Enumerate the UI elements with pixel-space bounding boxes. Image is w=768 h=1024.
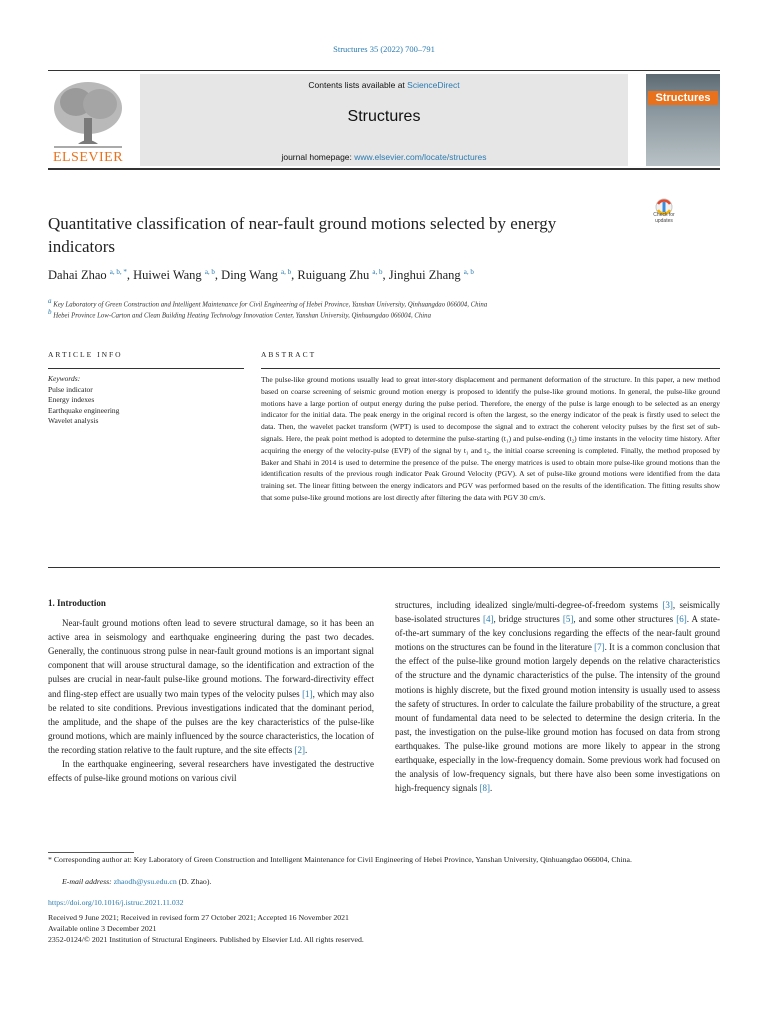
homepage-line <box>140 152 628 162</box>
author-affiliation-marks[interactable]: a, b <box>281 268 292 276</box>
online-date: Available online 3 December 2021 <box>48 924 157 933</box>
journal-homepage-link[interactable]: www.elsevier.com/locate/structures <box>354 152 487 162</box>
paragraph-text: . <box>489 783 493 794</box>
citation-link[interactable]: [7] <box>594 642 605 653</box>
keyword-item: Wavelet analysis <box>48 416 99 425</box>
citation-link[interactable]: [2] <box>294 744 305 755</box>
citation-link[interactable]: [5] <box>562 614 574 625</box>
paragraph-text: In the earthquake engineering, several researchers have investigated the destructive effects of pulse-like ground motions on various civil <box>48 759 374 784</box>
email-label: E-mail address: <box>62 877 114 886</box>
article-info-heading: ARTICLE INFO <box>48 350 123 359</box>
corresponding-author-note: * Corresponding author at: Key Laboratory of Green Construction and Intelligent Maintenance for Civil Engineering of Hebei Province, Yanshan University, Qinhuangdao 066004, China. <box>48 855 632 864</box>
contents-line <box>140 80 628 90</box>
affiliation-mark: a <box>48 297 52 305</box>
citation-link[interactable]: [4] <box>483 614 494 625</box>
keywords-label: Keywords: <box>48 374 81 383</box>
body-paragraph <box>48 616 374 757</box>
header-top-rule <box>48 70 720 71</box>
author-separator: , <box>291 268 298 283</box>
cover-title: Structures <box>648 91 718 105</box>
affiliation-b <box>48 308 728 319</box>
paragraph-text: Near-fault ground motions often lead to severe structural damage, so it has been an active area in seismology and earthquake engineering during the past two decades. Generally, the continuous strong pulse in near-fault ground motions is an important signal component that will arouse structural damage, so the identification and extraction of the pulses are crucial in near-fault pulse-like ground motions. The forward-directivity effect and fling-step effect are usually two main types of the velocity pulses <box>48 618 374 699</box>
author-separator: , <box>126 268 134 283</box>
keyword-item: Pulse indicator <box>48 384 93 394</box>
abstract-bottom-rule <box>48 567 720 568</box>
received-dates: Received 9 June 2021; Received in revised form 27 October 2021; Accepted 16 November 2021 <box>48 913 349 922</box>
body-paragraph <box>48 757 374 785</box>
author-name[interactable]: Ding Wang <box>221 268 278 283</box>
citation-link[interactable]: [1] <box>302 688 313 699</box>
paper-title: Quantitative classification of near-fault ground motions selected by energy indicators <box>48 214 557 256</box>
journal-name: Structures <box>347 108 421 125</box>
author-name[interactable]: Huiwei Wang <box>133 268 202 283</box>
email-suffix: (D. Zhao). <box>176 877 212 886</box>
author-affiliation-marks[interactable]: a, b <box>204 268 215 276</box>
keyword-item: Earthquake engineering <box>48 405 120 415</box>
paragraph-text: . A state-of-the-art summary of the key conclusions regarding the effects of the near-fault ground motions on the structures can be found in the literature <box>395 614 720 653</box>
abstract-rule <box>261 368 720 369</box>
footnote-rule <box>48 852 134 853</box>
paragraph-text: , bridge structures <box>493 614 563 625</box>
check-for-updates-label[interactable]: Check for updates <box>653 212 675 224</box>
author-name[interactable]: Jinghui Zhang <box>388 268 461 283</box>
section-heading: 1. Introduction <box>48 598 106 608</box>
copyright-line: 2352-0124/© 2021 Institution of Structural Engineers. Published by Elsevier Ltd. All rights reserved. <box>48 935 364 944</box>
doi-link[interactable]: https://doi.org/10.1016/j.istruc.2021.11.032 <box>48 898 184 907</box>
author-affiliation-marks[interactable]: a, b, * <box>109 268 127 276</box>
email-link[interactable]: zhaodh@ysu.edu.cn <box>113 877 177 886</box>
citation-link[interactable]: [8] <box>479 783 490 794</box>
contents-prefix: Contents lists available at <box>308 80 408 90</box>
body-column-right <box>395 598 720 795</box>
publisher-name: ELSEVIER <box>52 150 124 165</box>
abstract-text: The pulse-like ground motions usually lead to great inter-story displacement and permanent deformation of the structure. In this paper, a new method based on coarse screening of seismic ground motion energy is proposed to identify the pulse-like ground motions. In general, the pulse-like ground motions have a large portion of output energy during the pulse period. Therefore, the energy of the pulse is large enough to be selected as an energy indicator for the initial data. The peak energy in the original record is often the largest, so the energy indicator of the peak is firstly used to select the data. Then, the wavelet packet transform (WPT) is used to decompose the signal and to extract the coherent velocity pulses by the first set of sub-signals. Here, the peak point method is adopted to determine the pulse-starting (t₁) and pulse-ending (t₂) time instants in the velocity time history. After acquiring the energy of the velocity-pulse (EVP) of the signal by t₁ and t₂, the initial coarse screening is completed. Finally, the method proposed by Baker and Shahi in 2014 is used to determine the presence of the pulse. The energy matrices is used to obtain more pulse-like ground motions than the identification results of the previous rough indicator Peak Ground Velocity (PGV). A set of pulse-like ground motions were identified from the data training set. The linear fitting between the energy indicators and PGV was performed based on the results of the identification. The fitting results show that some pulse-like ground motions are lost directly after filtering the data with PGV 30 cm/s. <box>261 375 720 502</box>
body-column-left <box>48 596 374 785</box>
author-affiliation-marks[interactable]: a, b <box>372 268 383 276</box>
abstract-heading: ABSTRACT <box>261 350 317 359</box>
author-separator: , <box>214 268 222 283</box>
paragraph-text: , and some other structures <box>573 614 677 625</box>
paragraph-text: structures, including idealized single/multi-degree-of-freedom systems <box>395 600 663 610</box>
journal-cover-image[interactable] <box>646 74 720 166</box>
paragraph-text: . It is a common conclusion that the effect of the pulse-like ground motion largely depends on the relative characteristics of the structure and the dynamic characteristics of the pulse. The intensity of the ground motions is highly discrete, but the fixed ground motion intensity is usually used to assess the safety of structures. In order to calculate the failure probability of the structure, a great mount of fundamental data need to be selected to determine the design criteria. In the past, the investigation on the pulse-like ground motion has focused on data from strong earthquakes. The pulse-like ground motions are more likely to appear in the strong earthquake, especially in the low-frequency domain. Some previous work had focused on the analysis of low-frequency signals, but there have also been some investigations on high-frequency signals <box>395 642 720 794</box>
citation-link[interactable]: [6] <box>676 614 687 625</box>
affiliation-text: Hebei Province Low-Carton and Clean Building Heating Technology Innovation Center, Yanshan University, Qinhuangdao 066004, China <box>53 312 431 320</box>
sciencedirect-link[interactable]: ScienceDirect <box>407 80 460 90</box>
header-bottom-rule <box>48 168 720 170</box>
paragraph-text: , seismically base-isolated structures <box>395 600 720 625</box>
author-name[interactable]: Ruiguang Zhu <box>297 268 370 283</box>
keyword-item: Energy indexes <box>48 395 95 404</box>
paragraph-text: , which may also be related to site conditions. Previous investigations indicated that the dominant period, the amplitude, and the shape of the pulses are the key characteristics of the pulse-like ground motions, which are mainly influenced by the source characteristics, the location of the recording station relative to the fault rupture, and the site effects <box>48 688 374 755</box>
author-list <box>48 268 708 283</box>
article-info-rule <box>48 368 244 369</box>
citation-link[interactable]: [3] <box>662 600 673 610</box>
body-paragraph <box>395 598 720 795</box>
paragraph-text: . <box>305 744 308 755</box>
homepage-prefix: journal homepage: <box>281 152 355 162</box>
author-name[interactable]: Dahai Zhao <box>48 268 107 283</box>
keywords-block <box>48 374 244 427</box>
affiliation-mark: b <box>48 308 52 316</box>
affiliation-text: Key Laboratory of Green Construction and Intelligent Maintenance for Civil Engineering of Hebei Province, Yanshan University, Qinhuangdao 066004, China <box>53 301 488 309</box>
author-separator: , <box>382 268 389 283</box>
email-line <box>62 877 211 886</box>
journal-reference[interactable]: Structures 35 (2022) 700–791 <box>333 44 435 54</box>
author-affiliation-marks[interactable]: a, b <box>463 268 474 276</box>
affiliation-a <box>48 297 728 308</box>
